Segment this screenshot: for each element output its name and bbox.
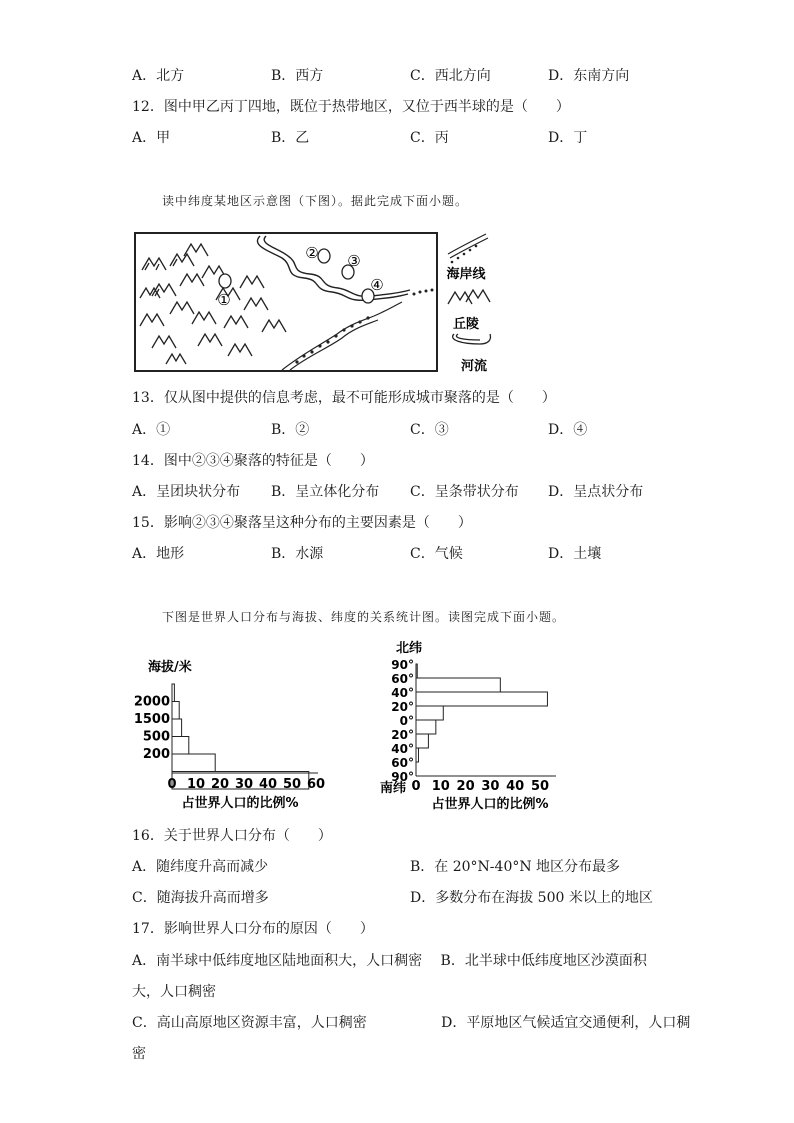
altitude-bar-2 bbox=[172, 719, 182, 737]
latitude-y-ticks bbox=[391, 658, 414, 784]
latitude-xtick-2: 20 bbox=[456, 779, 475, 794]
legend-river-symbol bbox=[453, 334, 491, 344]
q15-option-a[interactable]: A．地形 bbox=[132, 546, 185, 562]
q16-option-a[interactable]: A．随纬度升高而减少 bbox=[132, 859, 269, 875]
q15-stem: 15．影响②③④聚落呈这种分布的主要因素是（ ） bbox=[132, 515, 472, 531]
latitude-bar-4 bbox=[416, 720, 436, 734]
settlement-2 bbox=[318, 249, 330, 263]
altitude-ytick-1: 1500 bbox=[133, 712, 170, 727]
q14-option-d[interactable]: D．呈点状分布 bbox=[548, 484, 644, 500]
map-frame bbox=[135, 233, 437, 371]
altitude-xtick-1: 10 bbox=[186, 777, 206, 792]
altitude-xtick-5: 50 bbox=[282, 777, 302, 792]
q14-option-a[interactable]: A．呈团块状分布 bbox=[132, 484, 241, 500]
q17-options-line2[interactable]: 大，人口稠密 bbox=[132, 984, 216, 1000]
legend-hill-label: 丘陵 bbox=[452, 317, 480, 332]
altitude-bar-4 bbox=[172, 754, 215, 772]
settlement-label-3: ③ bbox=[347, 252, 361, 270]
latitude-x-ticks bbox=[411, 779, 549, 794]
altitude-xlabel: 占世界人口的比例% bbox=[181, 796, 299, 811]
q14-option-b[interactable]: B．呈立体化分布 bbox=[271, 484, 380, 500]
latitude-ytick-3: 20° bbox=[391, 700, 414, 714]
q14-option-c[interactable]: C．呈条带状分布 bbox=[410, 484, 519, 500]
latitude-ylabel-bottom: 南纬 bbox=[380, 781, 407, 796]
altitude-bar-0 bbox=[172, 684, 174, 702]
q13-option-b[interactable]: B．② bbox=[271, 422, 310, 438]
q11-option-c[interactable]: C．西北方向 bbox=[410, 68, 491, 84]
coastline bbox=[282, 302, 402, 370]
altitude-xtick-2: 20 bbox=[210, 777, 230, 792]
q12-option-c[interactable]: C．丙 bbox=[410, 130, 449, 146]
q17-stem: 17．影响世界人口分布的原因（ ） bbox=[132, 921, 374, 937]
settlement-label-1: ① bbox=[217, 291, 231, 309]
latitude-ytick-2: 40° bbox=[391, 686, 414, 700]
q16-option-d[interactable]: D．多数分布在海拔 500 米以上的地区 bbox=[410, 890, 653, 906]
q15-option-b[interactable]: B．水源 bbox=[271, 546, 324, 562]
q12-option-d[interactable]: D．丁 bbox=[548, 130, 588, 146]
latitude-population-chart bbox=[378, 638, 578, 818]
q12-option-a[interactable]: A．甲 bbox=[132, 130, 171, 146]
legend-coastline-label: 海岸线 bbox=[446, 267, 486, 282]
altitude-xtick-0: 0 bbox=[167, 777, 177, 792]
latitude-bar-5 bbox=[416, 734, 428, 748]
latitude-ytick-8: 90° bbox=[391, 770, 414, 784]
river bbox=[257, 236, 410, 300]
map-intro: 读中纬度某地区示意图（下图）。据此完成下面小题。 bbox=[162, 194, 469, 208]
latitude-ytick-4: 0° bbox=[399, 714, 414, 728]
altitude-ytick-0: 2000 bbox=[133, 694, 170, 710]
legend-river-label: 河流 bbox=[460, 359, 488, 374]
altitude-population-chart bbox=[133, 655, 340, 815]
latitude-bar-1 bbox=[416, 678, 500, 692]
latitude-bar-2 bbox=[416, 692, 547, 706]
altitude-xtick-3: 30 bbox=[234, 777, 254, 792]
latitude-bars bbox=[416, 664, 547, 762]
q12-option-b[interactable]: B．乙 bbox=[271, 130, 310, 146]
q11-option-b[interactable]: B．西方 bbox=[271, 68, 324, 84]
legend-hill-symbol bbox=[448, 290, 490, 304]
altitude-ytick-2: 500 bbox=[142, 729, 170, 745]
settlement-1 bbox=[219, 274, 231, 288]
latitude-xtick-4: 40 bbox=[506, 779, 525, 794]
latitude-ytick-6: 40° bbox=[391, 742, 414, 756]
altitude-xtick-6: 60 bbox=[306, 777, 326, 792]
latitude-xtick-1: 10 bbox=[431, 779, 450, 794]
q13-option-d[interactable]: D．④ bbox=[548, 422, 588, 438]
altitude-y-ticks bbox=[134, 695, 170, 763]
altitude-ylabel: 海拔/米 bbox=[148, 660, 192, 675]
latitude-ytick-1: 60° bbox=[391, 672, 414, 686]
altitude-xtick-4: 40 bbox=[258, 777, 278, 792]
q16-option-c[interactable]: C．随海拔升高而增多 bbox=[132, 890, 269, 906]
latitude-xlabel: 占世界人口的比例% bbox=[431, 797, 549, 812]
latitude-ytick-5: 20° bbox=[391, 728, 414, 742]
settlement-label-4: ④ bbox=[370, 276, 384, 294]
q14-stem: 14．图中②③④聚落的特征是（ ） bbox=[132, 453, 374, 469]
q17-options-line4[interactable]: 密 bbox=[132, 1046, 146, 1062]
q12-stem: 12．图中甲乙丙丁四地，既位于热带地区，又位于西半球的是（ ） bbox=[132, 99, 570, 115]
chart-intro: 下图是世界人口分布与海拔、纬度的关系统计图。读图完成下面小题。 bbox=[162, 610, 566, 624]
hills bbox=[140, 244, 286, 364]
q16-stem: 16．关于世界人口分布（ ） bbox=[132, 828, 332, 844]
q13-stem: 13．仅从图中提供的信息考虑，最不可能形成城市聚落的是（ ） bbox=[132, 390, 556, 406]
q17-options-line3[interactable]: C．高山高原地区资源丰富，人口稠密 D．平原地区气候适宜交通便利，人口稠 bbox=[132, 1015, 691, 1031]
q17-options-line1[interactable]: A．南半球中低纬度地区陆地面积大，人口稠密 B．北半球中低纬度地区沙漠面积 bbox=[132, 953, 647, 969]
q13-option-a[interactable]: A．① bbox=[132, 422, 171, 438]
altitude-bar-1 bbox=[172, 702, 179, 720]
legend-coastline-symbol bbox=[448, 234, 488, 258]
latitude-bar-3 bbox=[416, 706, 443, 720]
latitude-ytick-0: 90° bbox=[391, 658, 414, 672]
settlement-label-2: ② bbox=[305, 244, 319, 262]
latitude-xtick-3: 30 bbox=[481, 779, 500, 794]
settlement-map bbox=[132, 228, 502, 376]
q11-option-d[interactable]: D．东南方向 bbox=[548, 68, 630, 84]
q15-option-c[interactable]: C．气候 bbox=[410, 546, 463, 562]
latitude-xtick-5: 50 bbox=[530, 779, 550, 794]
q15-option-d[interactable]: D．土壤 bbox=[548, 546, 602, 562]
q16-option-b[interactable]: B．在 20°N-40°N 地区分布最多 bbox=[410, 859, 621, 875]
latitude-ylabel-top: 北纬 bbox=[396, 641, 423, 656]
altitude-ytick-3: 200 bbox=[142, 747, 170, 762]
latitude-ytick-7: 60° bbox=[391, 756, 414, 770]
latitude-xtick-0: 0 bbox=[411, 779, 421, 794]
altitude-bar-3 bbox=[172, 737, 189, 755]
q13-option-c[interactable]: C．③ bbox=[410, 422, 449, 438]
q11-option-a[interactable]: A．北方 bbox=[132, 68, 185, 84]
